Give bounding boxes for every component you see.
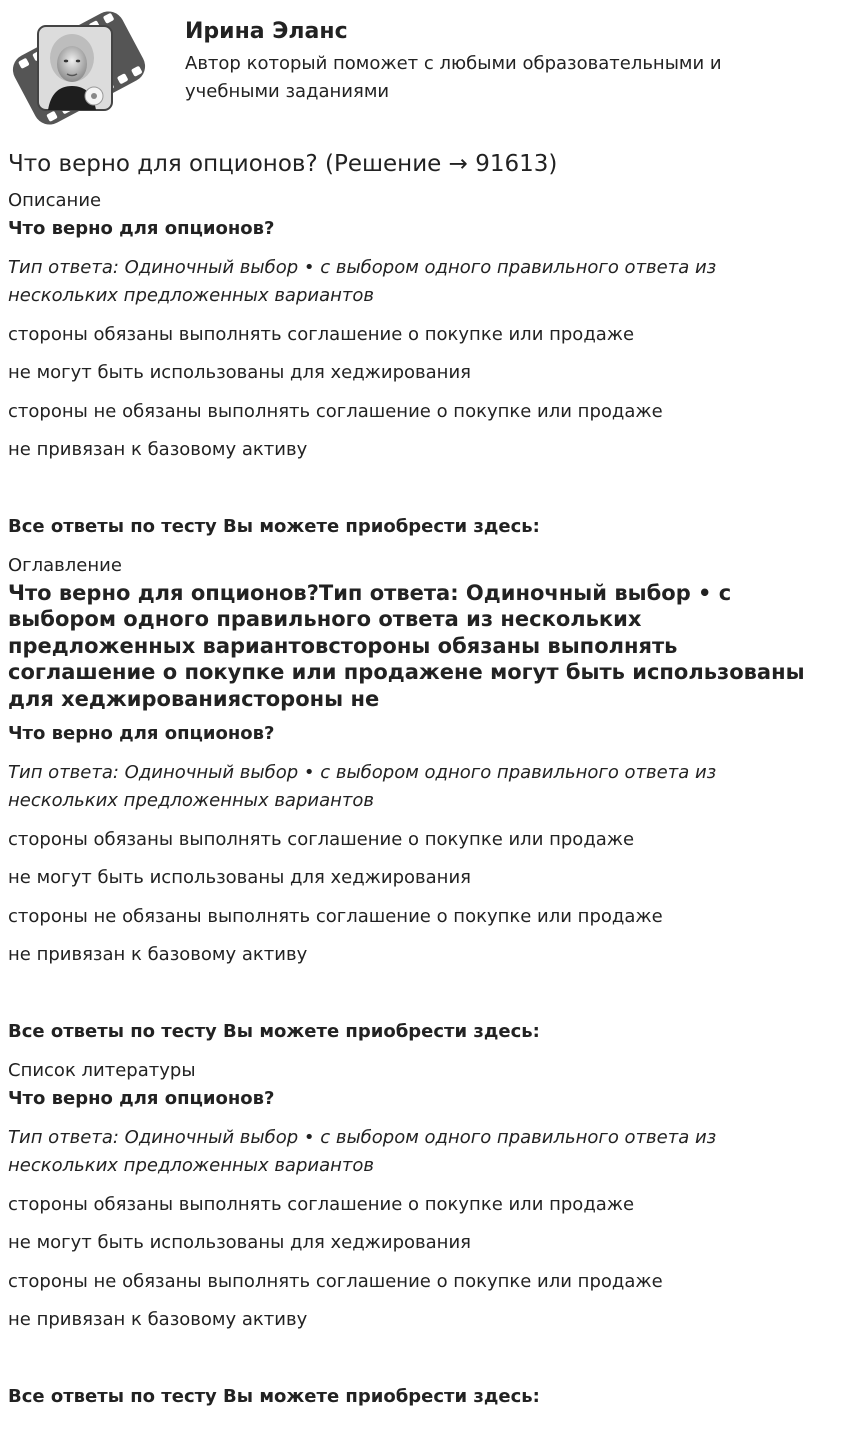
- section-label-description: Описание: [8, 190, 102, 211]
- option-item: стороны не обязаны выполнять соглашение о покупке или продаже: [8, 906, 663, 927]
- option-item: стороны обязаны выполнять соглашение о покупке или продаже: [8, 1194, 635, 1215]
- option-item: не привязан к базовому активу: [8, 1309, 308, 1330]
- answer-type: Тип ответа: Одиночный выбор • с выбором одного правильного ответа из нескольких предложенных вариантов: [8, 762, 717, 811]
- page-title: Что верно для опционов? (Решение → 91613): [8, 151, 558, 177]
- question-title: Что верно для опционов?: [8, 218, 275, 239]
- answer-type: Тип ответа: Одиночный выбор • с выбором одного правильного ответа из нескольких предложенных вариантов: [8, 1127, 717, 1176]
- author-description: Автор который поможет с любыми образовательными и учебными заданиями: [185, 53, 722, 102]
- option-item: стороны не обязаны выполнять соглашение о покупке или продаже: [8, 1271, 663, 1292]
- option-item: стороны не обязаны выполнять соглашение о покупке или продаже: [8, 401, 663, 422]
- author-name[interactable]: Ирина Эланс: [185, 19, 348, 44]
- section-label-contents: Оглавление: [8, 555, 122, 576]
- answer-type: Тип ответа: Одиночный выбор • с выбором одного правильного ответа из нескольких предложенных вариантов: [8, 257, 717, 306]
- film-strip-avatar-icon: [8, 8, 150, 128]
- option-item: не могут быть использованы для хеджирования: [8, 362, 471, 383]
- contents-heading: Что верно для опционов?Тип ответа: Одиночный выбор • с выбором одного правильного ответа из нескольких предложенных вариантовстороны обязаны выполнять соглашение о покупке или продажене могут быть использованы для хеджированиястороны не: [8, 581, 805, 711]
- option-item: стороны обязаны выполнять соглашение о покупке или продаже: [8, 324, 635, 345]
- option-item: не могут быть использованы для хеджирования: [8, 1232, 471, 1253]
- option-item: не привязан к базовому активу: [8, 439, 308, 460]
- option-item: не могут быть использованы для хеджирования: [8, 867, 471, 888]
- question-title: Что верно для опционов?: [8, 1088, 275, 1109]
- option-item: не привязан к базовому активу: [8, 944, 308, 965]
- section-label-literature: Список литературы: [8, 1060, 196, 1081]
- question-title: Что верно для опционов?: [8, 723, 275, 744]
- purchase-link[interactable]: Все ответы по тесту Вы можете приобрести здесь:: [8, 1386, 540, 1407]
- purchase-link[interactable]: Все ответы по тесту Вы можете приобрести здесь:: [8, 1021, 540, 1042]
- purchase-link[interactable]: Все ответы по тесту Вы можете приобрести здесь:: [8, 516, 540, 537]
- author-card: [8, 8, 838, 128]
- option-item: стороны обязаны выполнять соглашение о покупке или продаже: [8, 829, 635, 850]
